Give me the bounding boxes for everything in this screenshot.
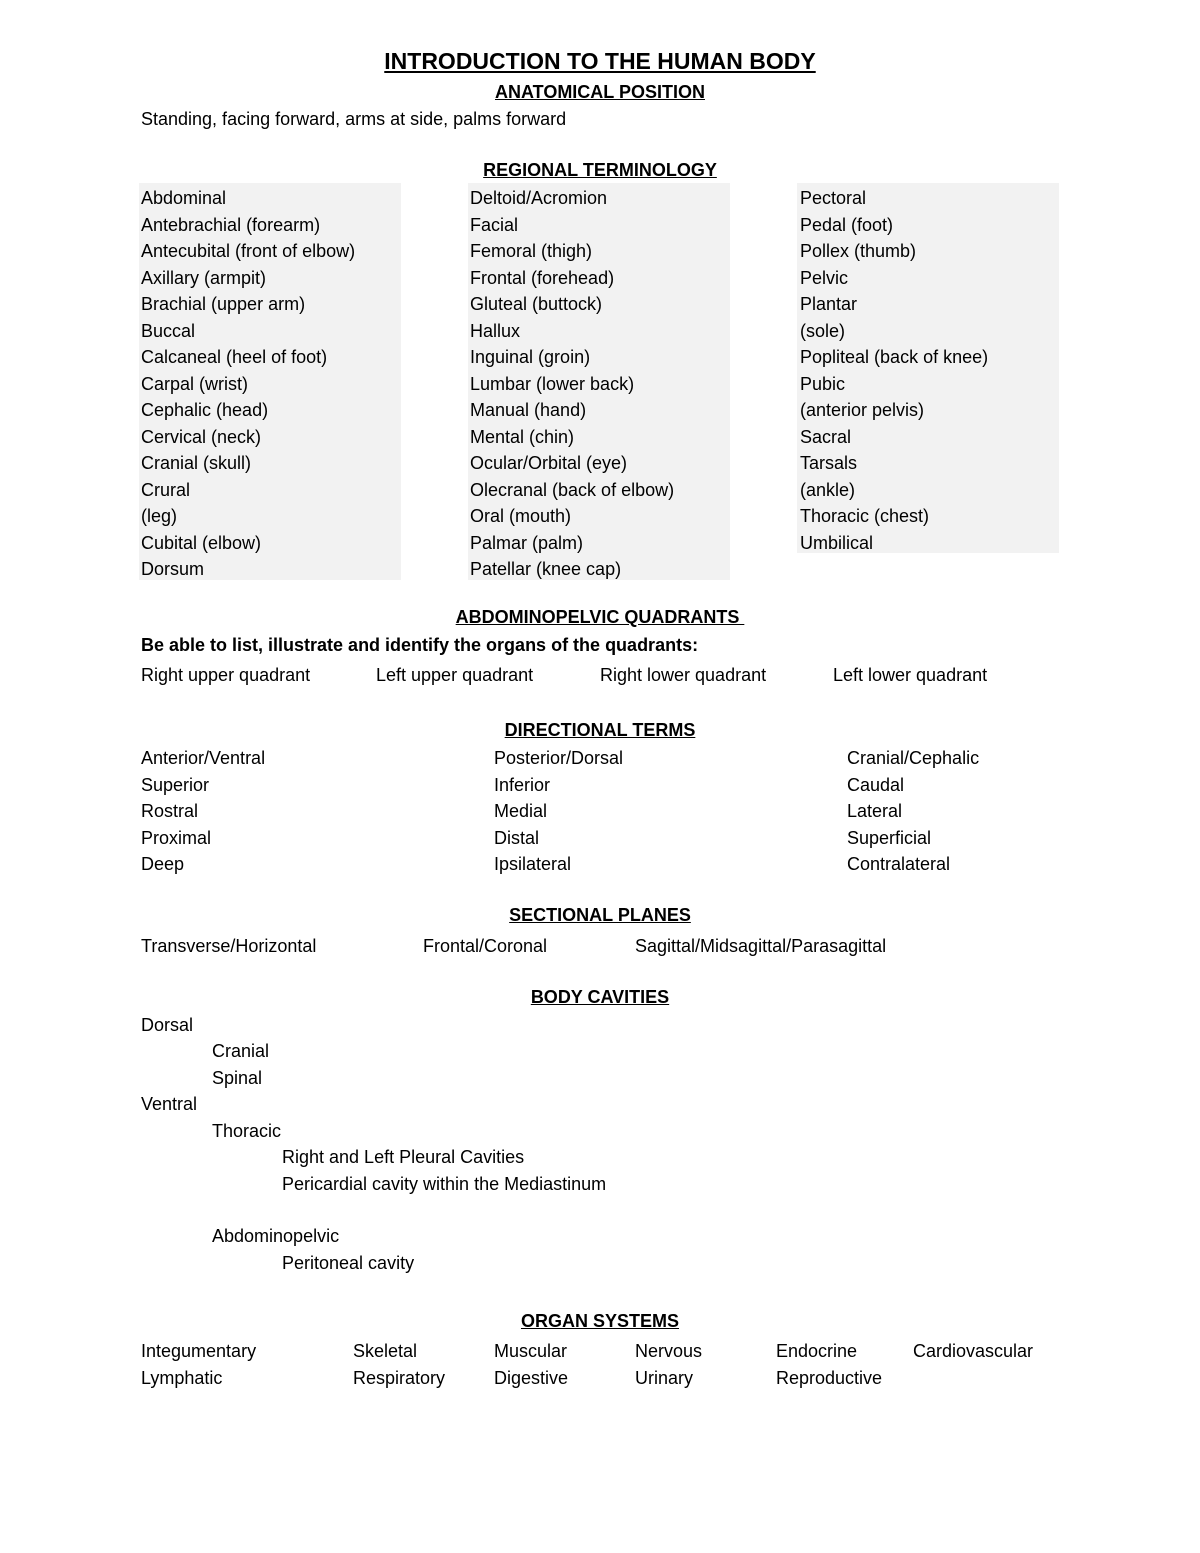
directional-term: Anterior/Ventral	[141, 748, 266, 768]
quadrants-heading: ABDOMINOPELVIC QUADRANTS	[455, 607, 745, 627]
region-term: (sole)	[800, 320, 846, 341]
organ-system: Skeletal	[353, 1341, 418, 1361]
body-cavities-heading: BODY CAVITIES	[530, 987, 670, 1007]
regional-col1	[141, 185, 355, 583]
region-term: Palmar (palm)	[470, 532, 584, 553]
cavity-thoracic: Thoracic	[212, 1121, 282, 1141]
organ-systems-heading: ORGAN SYSTEMS	[520, 1311, 680, 1331]
region-term: Sacral	[800, 426, 852, 447]
quadrant-item: Right upper quadrant	[141, 665, 311, 685]
cavity-dorsal: Dorsal	[141, 1015, 194, 1035]
quadrant-item: Left upper quadrant	[376, 665, 534, 685]
directional-term: Deep	[141, 854, 185, 874]
directional-col1	[141, 745, 265, 878]
region-term: Pectoral	[800, 188, 867, 208]
plane-item: Frontal/Coronal	[423, 936, 548, 956]
cavity-pleural: Right and Left Pleural Cavities	[282, 1147, 525, 1167]
region-term: Lumbar (lower back)	[470, 373, 635, 394]
directional-term: Posterior/Dorsal	[494, 748, 624, 768]
region-term: Buccal	[141, 320, 196, 341]
organ-system: Lymphatic	[141, 1368, 223, 1388]
region-term: Cervical (neck)	[141, 426, 262, 447]
region-term: Mental (chin)	[470, 426, 575, 447]
cavity-abdominopelvic: Abdominopelvic	[212, 1226, 340, 1246]
region-term: Gluteal (buttock)	[470, 294, 603, 314]
region-term: Pubic	[800, 373, 846, 394]
region-term: Inguinal (groin)	[470, 347, 591, 367]
region-term: Oral (mouth)	[470, 506, 572, 526]
directional-terms-heading: DIRECTIONAL TERMS	[504, 720, 696, 740]
cavity-cranial: Cranial	[212, 1041, 270, 1061]
organ-system: Integumentary	[141, 1341, 257, 1361]
region-term: Olecranal (back of elbow)	[470, 479, 675, 500]
region-term: Umbilical	[800, 532, 874, 553]
cavity-spinal: Spinal	[212, 1068, 263, 1088]
organ-system: Digestive	[494, 1368, 569, 1388]
region-term: Cephalic (head)	[141, 400, 269, 420]
plane-item: Transverse/Horizontal	[141, 936, 317, 956]
region-term: Abdominal	[141, 188, 227, 208]
region-term: Pedal (foot)	[800, 214, 894, 235]
region-term: Femoral (thigh)	[470, 241, 593, 261]
quadrants-instruction: Be able to list, illustrate and identify the organs of the quadrants:	[141, 635, 699, 655]
region-term: Patellar (knee cap)	[470, 559, 622, 579]
region-term: (ankle)	[800, 479, 856, 500]
cavity-peritoneal: Peritoneal cavity	[282, 1253, 415, 1273]
region-term: Crural	[141, 479, 191, 500]
regional-col2	[470, 185, 674, 583]
organ-system: Urinary	[635, 1368, 694, 1388]
region-term: Pollex (thumb)	[800, 241, 917, 261]
region-term: Antecubital (front of elbow)	[141, 241, 356, 261]
region-term: (leg)	[141, 506, 178, 526]
region-term: Calcaneal (heel of foot)	[141, 347, 328, 367]
region-term: Carpal (wrist)	[141, 373, 249, 394]
directional-term: Lateral	[847, 801, 903, 821]
region-term: Antebrachial (forearm)	[141, 214, 321, 235]
regional-terminology-heading: REGIONAL TERMINOLOGY	[483, 160, 717, 180]
directional-term: Superior	[141, 774, 210, 795]
directional-term: Caudal	[847, 774, 905, 795]
region-term: Cranial (skull)	[141, 453, 252, 473]
cavity-ventral: Ventral	[141, 1094, 198, 1114]
region-term: Pelvic	[800, 267, 849, 288]
region-term: Deltoid/Acromion	[470, 188, 608, 208]
directional-term: Cranial/Cephalic	[847, 748, 980, 768]
region-term: Plantar	[800, 294, 858, 314]
directional-term: Ipsilateral	[494, 854, 572, 874]
region-term: Tarsals	[800, 453, 858, 473]
region-term: (anterior pelvis)	[800, 400, 925, 420]
directional-term: Medial	[494, 801, 548, 821]
region-term: Axillary (armpit)	[141, 267, 267, 288]
region-term: Popliteal (back of knee)	[800, 347, 989, 367]
directional-term: Inferior	[494, 774, 551, 795]
page-title: INTRODUCTION TO THE HUMAN BODY	[384, 48, 816, 74]
region-term: Hallux	[470, 320, 521, 341]
directional-term: Superficial	[847, 827, 932, 848]
region-term: Ocular/Orbital (eye)	[470, 453, 628, 473]
organ-system: Endocrine	[776, 1341, 858, 1361]
region-term: Brachial (upper arm)	[141, 294, 306, 314]
organ-system: Nervous	[635, 1341, 703, 1361]
quadrant-item: Left lower quadrant	[833, 665, 988, 685]
directional-term: Distal	[494, 827, 540, 848]
anatomical-position-text: Standing, facing forward, arms at side, palms forward	[141, 109, 567, 129]
directional-term: Proximal	[141, 827, 212, 848]
directional-term: Contralateral	[847, 854, 951, 874]
directional-term: Rostral	[141, 801, 199, 821]
region-term: Dorsum	[141, 559, 205, 579]
region-term: Manual (hand)	[470, 400, 587, 420]
organ-system: Reproductive	[776, 1368, 883, 1388]
cavity-pericardial: Pericardial cavity within the Mediastinum	[282, 1174, 607, 1194]
region-term: Facial	[470, 214, 519, 235]
directional-col2	[494, 745, 623, 878]
anatomical-position-heading: ANATOMICAL POSITION	[494, 82, 705, 102]
regional-col3	[800, 185, 988, 556]
directional-col3	[847, 745, 979, 878]
quadrant-item: Right lower quadrant	[600, 665, 767, 685]
region-term: Thoracic (chest)	[800, 506, 930, 526]
region-term: Cubital (elbow)	[141, 532, 262, 553]
sectional-planes-heading: SECTIONAL PLANES	[509, 905, 691, 925]
organ-system: Cardiovascular	[913, 1341, 1034, 1361]
plane-item: Sagittal/Midsagittal/Parasagittal	[635, 936, 887, 956]
region-term: Frontal (forehead)	[470, 267, 615, 288]
organ-system: Muscular	[494, 1341, 568, 1361]
organ-system: Respiratory	[353, 1368, 446, 1388]
